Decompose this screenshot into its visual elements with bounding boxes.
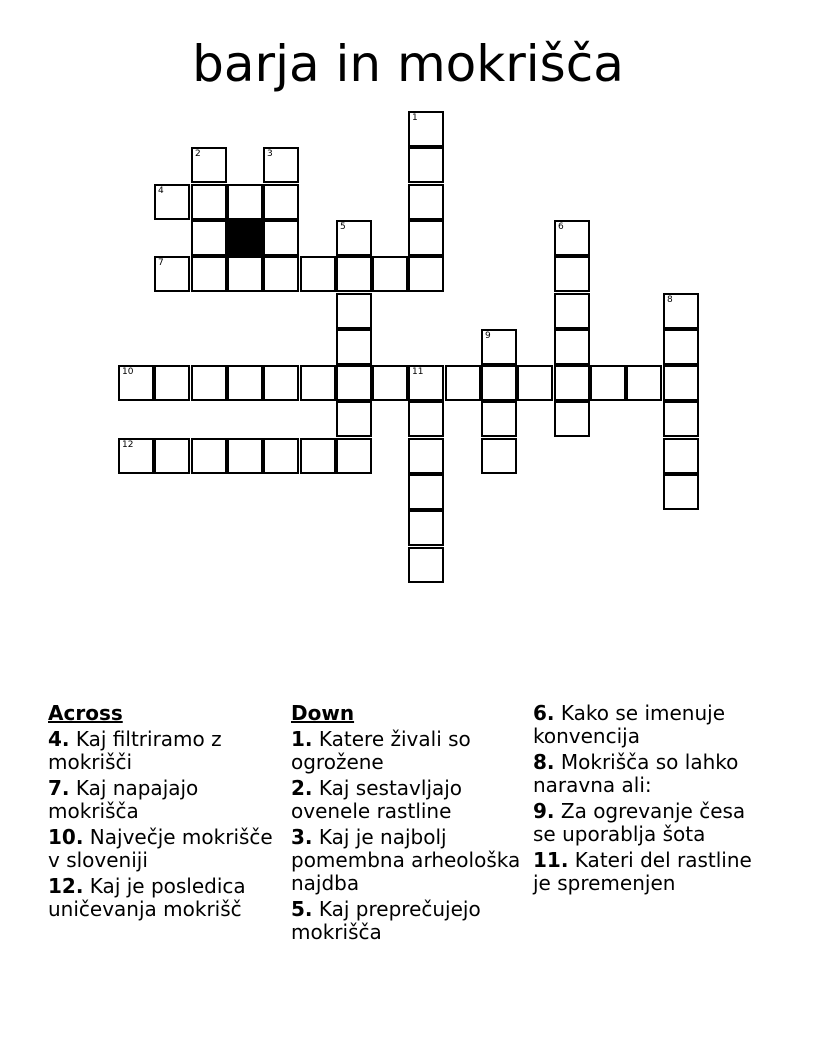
cell-number: 10 xyxy=(122,367,134,377)
cell-number: 2 xyxy=(195,149,201,159)
clue-text: Kaj sestavljajo ovenele rastline xyxy=(291,776,463,823)
grid-cell[interactable] xyxy=(481,401,517,437)
grid-cell[interactable] xyxy=(554,293,590,329)
grid-cell[interactable] xyxy=(263,220,299,256)
grid-cell[interactable] xyxy=(554,365,590,401)
grid-cell[interactable] xyxy=(154,365,190,401)
clue-column-down xyxy=(291,702,523,947)
clue-number: 9. xyxy=(533,799,555,823)
clue-number: 1. xyxy=(291,727,313,751)
grid-cell[interactable] xyxy=(154,184,190,220)
clue-text: Največje mokrišče v sloveniji xyxy=(48,825,273,872)
clue-number: 3. xyxy=(291,825,313,849)
grid-cell[interactable] xyxy=(408,111,444,147)
clue-text: Kaj napajajo mokrišča xyxy=(48,776,199,823)
grid-cell[interactable] xyxy=(626,365,662,401)
grid-cell[interactable] xyxy=(554,401,590,437)
cell-number: 9 xyxy=(485,331,491,341)
clue-text: Kateri del rastline je spremenjen xyxy=(533,848,752,895)
clue-across-12 xyxy=(48,875,280,921)
grid-cell[interactable] xyxy=(481,365,517,401)
grid-cell[interactable] xyxy=(263,365,299,401)
grid-cell[interactable] xyxy=(408,438,444,474)
grid-cell[interactable] xyxy=(663,474,699,510)
cell-number: 8 xyxy=(667,295,673,305)
clue-down-11 xyxy=(533,849,765,895)
clue-column-down-continued xyxy=(533,702,765,898)
cell-number: 4 xyxy=(158,186,164,196)
clue-number: 7. xyxy=(48,776,70,800)
clue-number: 10. xyxy=(48,825,84,849)
grid-cell[interactable] xyxy=(263,256,299,292)
grid-cell[interactable] xyxy=(191,220,227,256)
grid-cell[interactable] xyxy=(227,256,263,292)
grid-cell[interactable] xyxy=(481,329,517,365)
grid-cell[interactable] xyxy=(336,365,372,401)
grid-cell[interactable] xyxy=(408,474,444,510)
grid-cell[interactable] xyxy=(118,365,154,401)
grid-cell[interactable] xyxy=(408,220,444,256)
grid-cell[interactable] xyxy=(336,329,372,365)
clue-down-1 xyxy=(291,728,523,774)
grid-cell[interactable] xyxy=(191,256,227,292)
clue-across-10 xyxy=(48,826,280,872)
clue-column-across xyxy=(48,702,280,924)
grid-cell[interactable] xyxy=(445,365,481,401)
cell-number: 11 xyxy=(412,367,424,377)
grid-cell[interactable] xyxy=(263,184,299,220)
grid-cell[interactable] xyxy=(590,365,626,401)
clue-text: Kaj je posledica uničevanja mokrišč xyxy=(48,874,246,921)
clue-down-5 xyxy=(291,898,523,944)
clue-number: 4. xyxy=(48,727,70,751)
grid-cell[interactable] xyxy=(517,365,553,401)
grid-cell[interactable] xyxy=(554,329,590,365)
clue-text: Katere živali so ogrožene xyxy=(291,727,471,774)
cell-number: 12 xyxy=(122,440,134,450)
clue-number: 12. xyxy=(48,874,84,898)
clue-down-2 xyxy=(291,777,523,823)
clue-down-3 xyxy=(291,826,523,895)
grid-block xyxy=(227,220,263,256)
grid-cell[interactable] xyxy=(300,365,336,401)
grid-cell[interactable] xyxy=(263,438,299,474)
grid-cell[interactable] xyxy=(663,438,699,474)
grid-cell[interactable] xyxy=(336,220,372,256)
grid-cell[interactable] xyxy=(408,184,444,220)
clue-across-4 xyxy=(48,728,280,774)
grid-cell[interactable] xyxy=(663,329,699,365)
grid-cell[interactable] xyxy=(663,293,699,329)
clue-text: Za ogrevanje česa se uporablja šota xyxy=(533,799,746,846)
grid-cell[interactable] xyxy=(408,147,444,183)
grid-cell[interactable] xyxy=(663,401,699,437)
clue-number: 11. xyxy=(533,848,569,872)
grid-cell[interactable] xyxy=(227,365,263,401)
cell-number: 3 xyxy=(267,149,273,159)
clue-number: 2. xyxy=(291,776,313,800)
grid-cell[interactable] xyxy=(554,220,590,256)
grid-cell[interactable] xyxy=(408,365,444,401)
grid-cell[interactable] xyxy=(118,438,154,474)
grid-cell[interactable] xyxy=(191,438,227,474)
clue-down-9 xyxy=(533,800,765,846)
across-heading: Across xyxy=(48,701,123,725)
clue-number: 8. xyxy=(533,750,555,774)
grid-cell[interactable] xyxy=(336,401,372,437)
grid-cell[interactable] xyxy=(554,256,590,292)
clue-down-6 xyxy=(533,702,765,748)
grid-cell[interactable] xyxy=(300,256,336,292)
grid-cell[interactable] xyxy=(408,510,444,546)
clue-number: 5. xyxy=(291,897,313,921)
grid-cell[interactable] xyxy=(154,438,190,474)
grid-cell[interactable] xyxy=(263,147,299,183)
grid-cell[interactable] xyxy=(408,547,444,583)
cell-number: 7 xyxy=(158,258,164,268)
grid-cell[interactable] xyxy=(336,438,372,474)
clue-text: Kako se imenuje konvencija xyxy=(533,701,725,748)
grid-cell[interactable] xyxy=(372,256,408,292)
cell-number: 1 xyxy=(412,113,418,123)
clue-across-7 xyxy=(48,777,280,823)
cell-number: 6 xyxy=(558,222,564,232)
clue-down-8 xyxy=(533,751,765,797)
grid-cell[interactable] xyxy=(481,438,517,474)
grid-cell[interactable] xyxy=(300,438,336,474)
clue-text: Kaj filtriramo z mokrišči xyxy=(48,727,222,774)
clue-text: Kaj je najbolj pomembna arheološka najdba xyxy=(291,825,521,895)
puzzle-title: barja in mokrišča xyxy=(192,35,624,93)
grid-cell[interactable] xyxy=(154,256,190,292)
grid-cell[interactable] xyxy=(191,365,227,401)
down-heading: Down xyxy=(291,701,355,725)
grid-cell[interactable] xyxy=(408,401,444,437)
grid-cell[interactable] xyxy=(663,365,699,401)
grid-cell[interactable] xyxy=(336,256,372,292)
grid-cell[interactable] xyxy=(191,184,227,220)
clue-text: Kaj preprečujejo mokrišča xyxy=(291,897,481,944)
grid-cell[interactable] xyxy=(408,256,444,292)
clue-text: Mokrišča so lahko naravna ali: xyxy=(533,750,739,797)
cell-number: 5 xyxy=(340,222,346,232)
grid-cell[interactable] xyxy=(227,438,263,474)
clue-number: 6. xyxy=(533,701,555,725)
grid-cell[interactable] xyxy=(372,365,408,401)
grid-cell[interactable] xyxy=(336,293,372,329)
grid-cell[interactable] xyxy=(227,184,263,220)
grid-cell[interactable] xyxy=(191,147,227,183)
